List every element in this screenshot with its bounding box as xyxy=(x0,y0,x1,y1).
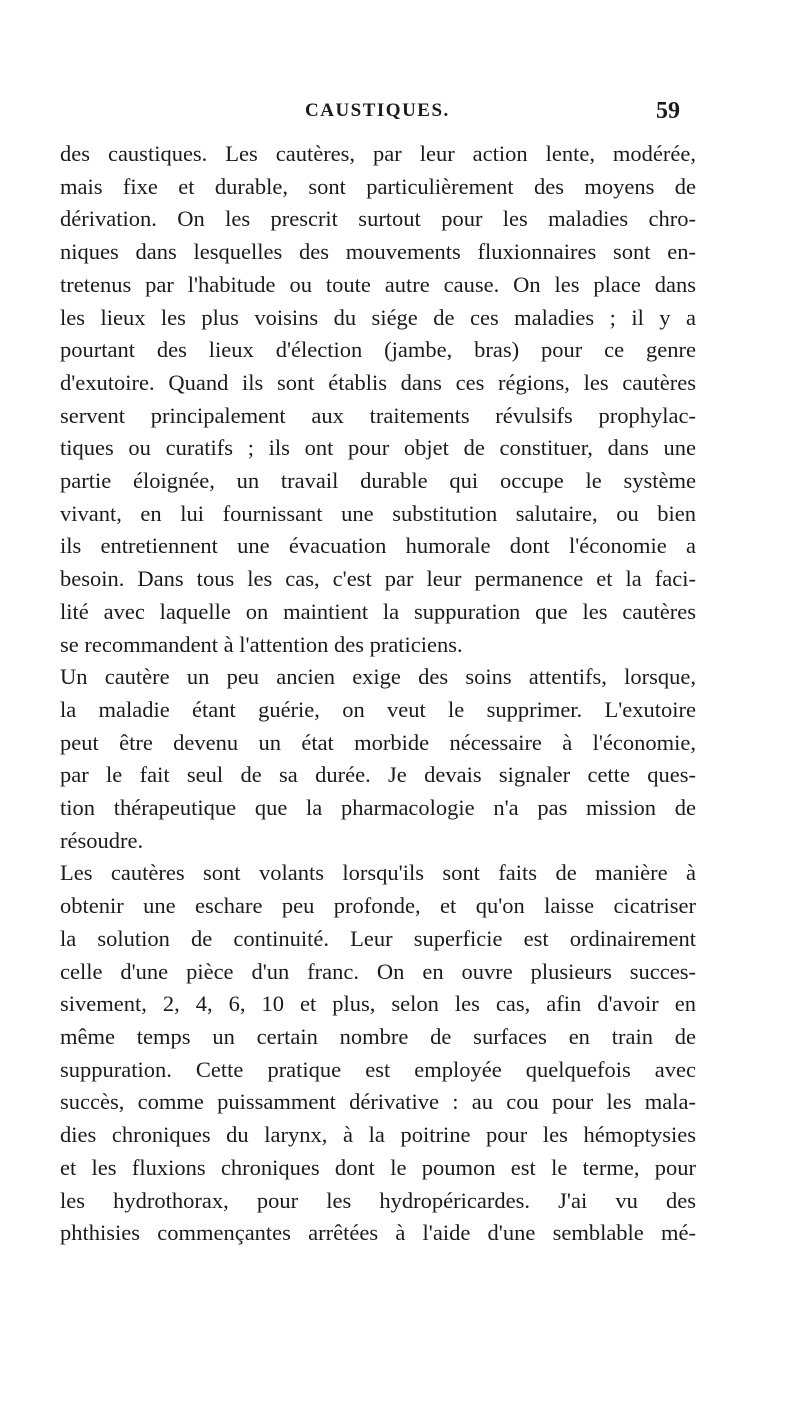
text-line: niques dans lesquelles des mouvements fluxionnaires sont en- xyxy=(60,239,696,265)
text-line: même temps un certain nombre de surfaces en train de xyxy=(60,1023,696,1049)
text-line: des caustiques. Les cautères, par leur action lente, modérée, xyxy=(60,141,696,166)
running-title: CAUSTIQUES. xyxy=(305,100,450,121)
text-line: besoin. Dans tous les cas, c'est par leur permanence et la faci- xyxy=(60,566,696,592)
text-line: ils entretiennent une évacuation humorale dont l'économie a xyxy=(60,533,696,559)
page-number: 59 xyxy=(656,98,680,124)
text-line: suppuration. Cette pratique est employée quelquefois avec xyxy=(60,1056,696,1082)
text-line: servent principalement aux traitements révulsifs prophylac- xyxy=(60,402,696,428)
text-line: et les fluxions chroniques dont le poumon est le terme, pour xyxy=(60,1154,696,1180)
text-line: les lieux les plus voisins du siége de ces maladies ; il y a xyxy=(60,304,696,330)
text-line: sivement, 2, 4, 6, 10 et plus, selon les cas, afin d'avoir en xyxy=(60,991,696,1017)
text-line: pourtant des lieux d'élection (jambe, bras) pour ce genre xyxy=(60,337,696,363)
body-text xyxy=(60,138,696,1250)
text-line: obtenir une eschare peu profonde, et qu'on laisse cicatriser xyxy=(60,893,696,919)
text-line: celle d'une pièce d'un franc. On en ouvre plusieurs succes- xyxy=(60,958,696,984)
text-line: les hydrothorax, pour les hydropéricardes. J'ai vu des xyxy=(60,1187,696,1213)
text-line: tiques ou curatifs ; ils ont pour objet de constituer, dans une xyxy=(60,435,696,461)
text-line: Les cautères sont volants lorsqu'ils sont faits de manière à xyxy=(60,860,696,886)
text-line: d'exutoire. Quand ils sont établis dans ces régions, les cautères xyxy=(60,369,696,395)
text-line: dérivation. On les prescrit surtout pour les maladies chro- xyxy=(60,206,696,232)
text-line: résoudre. xyxy=(60,827,144,853)
text-line: la maladie étant guérie, on veut le supprimer. L'exutoire xyxy=(60,696,696,722)
text-line: par le fait seul de sa durée. Je devais signaler cette ques- xyxy=(60,762,696,788)
text-line: tion thérapeutique que la pharmacologie n'a pas mission de xyxy=(60,795,696,821)
text-line: lité avec laquelle on maintient la suppuration que les cautères xyxy=(60,598,696,624)
text-line: mais fixe et durable, sont particulièrement des moyens de xyxy=(60,173,696,199)
text-line: Un cautère un peu ancien exige des soins attentifs, lorsque, xyxy=(60,664,696,690)
text-line: partie éloignée, un travail durable qui occupe le système xyxy=(60,468,696,494)
text-line: se recommandent à l'attention des praticiens. xyxy=(60,631,463,657)
text-line: peut être devenu un état morbide nécessaire à l'économie, xyxy=(60,729,696,755)
text-line: dies chroniques du larynx, à la poitrine pour les hémoptysies xyxy=(60,1122,696,1148)
text-line: tretenus par l'habitude ou toute autre cause. On les place dans xyxy=(60,271,696,297)
text-line: la solution de continuité. Leur superficie est ordinairement xyxy=(60,925,696,951)
text-line: succès, comme puissamment dérivative : au cou pour les mala- xyxy=(60,1089,696,1115)
text-line: vivant, en lui fournissant une substitution salutaire, ou bien xyxy=(60,500,696,526)
text-line: phthisies commençantes arrêtées à l'aide d'une semblable mé- xyxy=(60,1220,696,1246)
